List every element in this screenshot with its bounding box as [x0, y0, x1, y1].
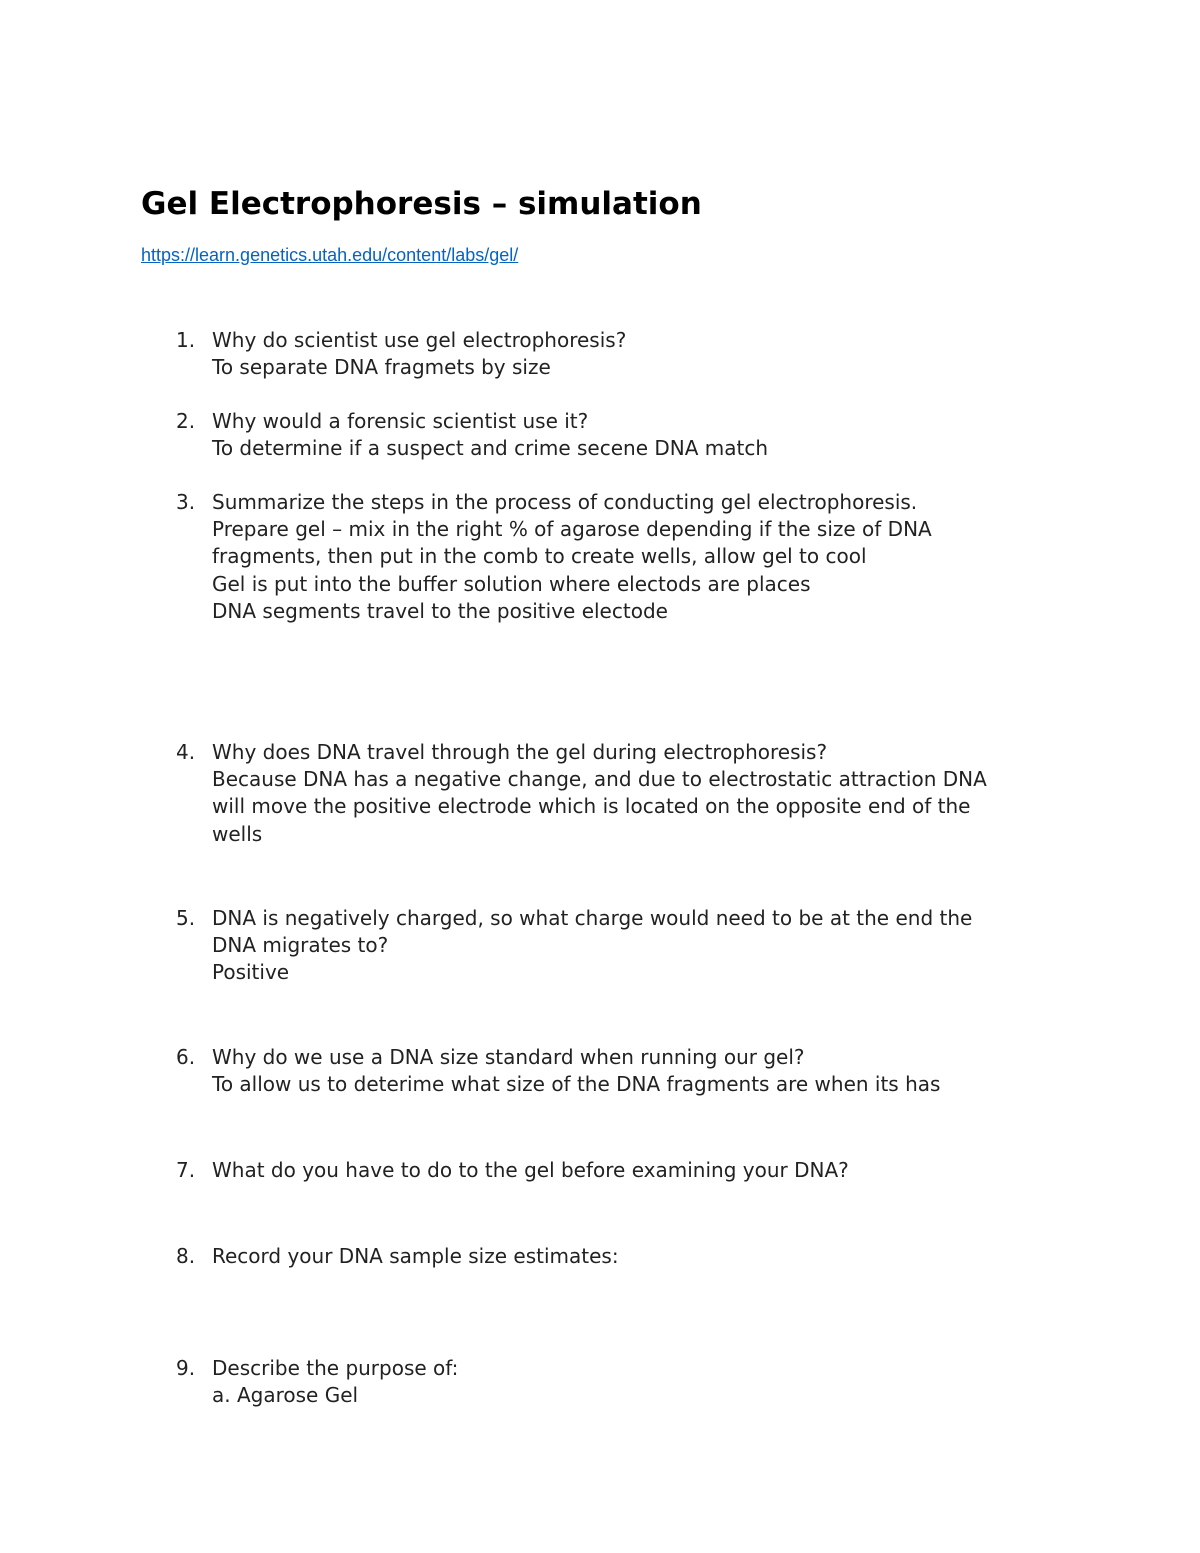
question-text: DNA is negatively charged, so what charge would need to be at the end the [212, 906, 973, 930]
page-title: Gel Electrophoresis – simulation [141, 186, 702, 222]
question-body [212, 905, 1072, 987]
question-body [212, 408, 1072, 462]
answer-text: To allow us to deterime what size of the DNA fragments are when its has [212, 1072, 941, 1097]
answer-text: DNA segments travel to the positive electode [212, 598, 668, 623]
question-text: Record your DNA sample size estimates: [212, 1244, 619, 1268]
source-link[interactable]: https://learn.genetics.utah.edu/content/labs/gel/ [141, 245, 519, 265]
sub-item: a. Agarose Gel [212, 1383, 359, 1408]
answer-text: To separate DNA fragmets by size [212, 355, 551, 380]
question-body [212, 1355, 1072, 1409]
question-number: 5. [176, 906, 196, 930]
question-text: Why do scientist use gel electrophoresis? [212, 328, 627, 352]
answer-text: fragments, then put in the comb to create wells, allow gel to cool [212, 544, 867, 569]
question-number: 1. [176, 328, 196, 352]
question-text: Why do we use a DNA size standard when running our gel? [212, 1045, 805, 1069]
answer-text: Gel is put into the buffer solution where electods are places [212, 571, 811, 596]
question-text: Summarize the steps in the process of conducting gel electrophoresis. [212, 490, 918, 514]
question-text: DNA migrates to? [212, 933, 389, 958]
question-text: Describe the purpose of: [212, 1356, 459, 1380]
question-text: What do you have to do to the gel before examining your DNA? [212, 1158, 849, 1182]
question-text: Why would a forensic scientist use it? [212, 409, 589, 433]
answer-text: Prepare gel – mix in the right % of agarose depending if the size of DNA [212, 517, 932, 542]
question-number: 9. [176, 1356, 196, 1380]
question-number: 6. [176, 1045, 196, 1069]
question-body [212, 1243, 1072, 1270]
question-number: 7. [176, 1158, 196, 1182]
answer-text: To determine if a suspect and crime secene DNA match [212, 436, 769, 461]
answer-text: will move the positive electrode which is located on the opposite end of the [212, 794, 971, 819]
answer-text: Because DNA has a negative change, and due to electrostatic attraction DNA [212, 767, 987, 792]
question-number: 4. [176, 740, 196, 764]
question-number: 3. [176, 490, 196, 514]
question-body [212, 1157, 1072, 1184]
answer-text: Positive [212, 960, 290, 985]
question-text: Why does DNA travel through the gel during electrophoresis? [212, 740, 828, 764]
question-number: 8. [176, 1244, 196, 1268]
question-body [212, 1044, 1072, 1098]
answer-text: wells [212, 821, 263, 846]
question-body [212, 327, 1072, 381]
question-body [212, 739, 1072, 848]
question-body [212, 489, 1072, 625]
question-number: 2. [176, 409, 196, 433]
